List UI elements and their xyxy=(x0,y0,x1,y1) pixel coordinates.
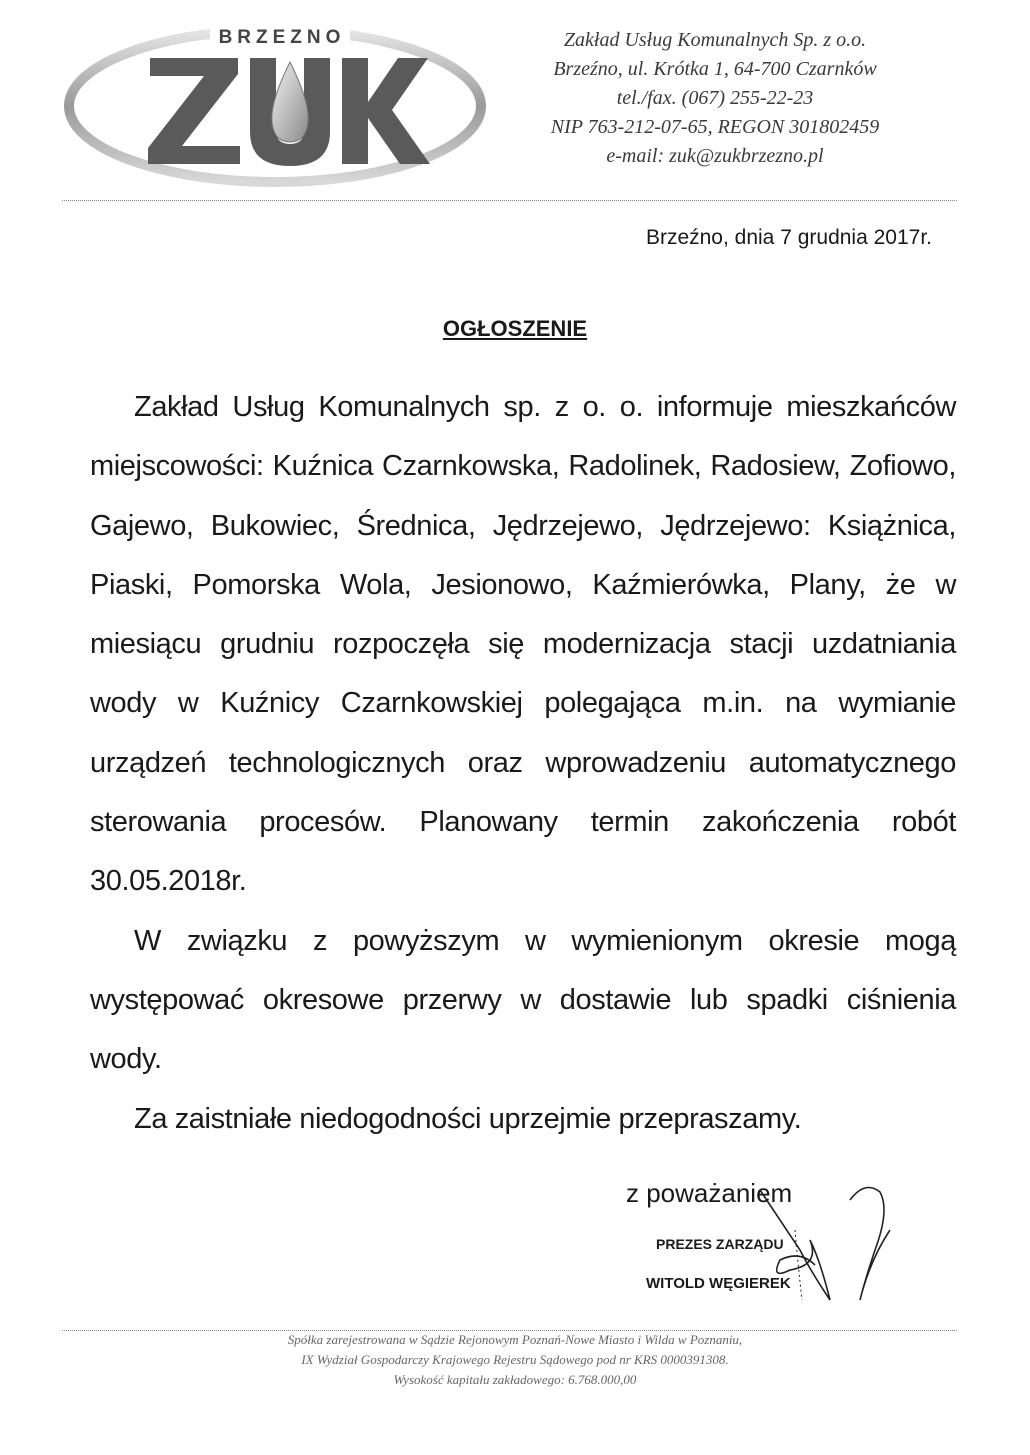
company-email: e-mail: zuk@zukbrzezno.pl xyxy=(606,145,824,167)
company-tax-ids: NIP 763-212-07-65, REGON 301802459 xyxy=(550,116,880,138)
footer-court: Spółka zarejestrowana w Sądzie Rejonowym Poznań-Nowe Miasto i Wilda w Poznaniu, xyxy=(287,1332,743,1347)
header-divider xyxy=(62,200,957,201)
footer-krs: IX Wydział Gospodarczy Krajowego Rejestru Sądowego pod nr KRS 0000391308. xyxy=(301,1352,729,1367)
registration-footer xyxy=(130,1330,900,1390)
company-details xyxy=(500,26,930,171)
signatory-position: PREZES ZARZĄDU xyxy=(656,1236,784,1252)
date-line: Brzeźno, dnia 7 grudnia 2017r. xyxy=(645,226,932,249)
company-phone: tel./fax. (067) 255-22-23 xyxy=(616,87,814,109)
handwritten-signature xyxy=(740,1170,910,1330)
closing-regards: z poważaniem xyxy=(626,1178,793,1208)
paragraph-main: Zakład Usług Komunalnych sp. z o. o. informuje mieszkańców miejscowości: Kuźnica Czarnkowska, Radolinek, Radosiew, Zofiowo, Gajewo, Bukowiec, Średnica, Jędrzejewo, Jędrzejewo: Książnica, Piaski, Pomorska Wola, Jesionowo, Kaźmierówka, Plany, że w miesiącu grudniu rozpoczęła się modernizacja stacji uzdatniania wody w Kuźnicy Czarnkowskiej polegająca m.in. na wymianie urządzeń technologicznych oraz wprowadzeniu automatycznego sterowania procesów. Planowany termin zakończenia robót 30.05.2018r. xyxy=(90,391,956,898)
company-logo xyxy=(60,14,490,190)
announcement-body xyxy=(90,378,956,1149)
paragraph-disruptions: W związku z powyższym w wymienionym okresie mogą występować okresowe przerwy w dostawie lub spadki ciśnienia wody. xyxy=(90,924,956,1076)
footer-capital: Wysokość kapitału zakładowego: 6.768.000,00 xyxy=(393,1372,637,1387)
signatory-name: WITOLD WĘGIEREK xyxy=(646,1275,791,1292)
logo-town-text: BRZEZNO xyxy=(218,27,346,48)
paragraph-apology: Za zaistniałe niedogodności uprzejmie przepraszamy. xyxy=(134,1102,802,1135)
company-name: Zakład Usług Komunalnych Sp. z o.o. xyxy=(563,29,867,51)
announcement-heading: OGŁOSZENIE xyxy=(442,316,588,341)
company-address: Brzeźno, ul. Krótka 1, 64-700 Czarnków xyxy=(553,58,877,80)
